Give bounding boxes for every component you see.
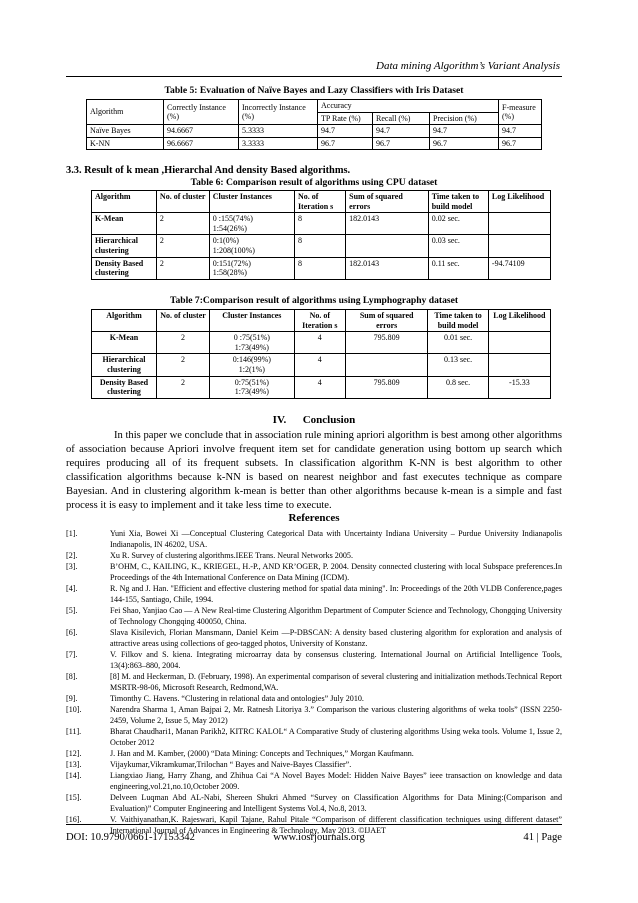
reference-number: [5]. xyxy=(66,606,78,615)
reference-item xyxy=(66,528,562,550)
table-cell: 8 xyxy=(294,213,345,235)
reference-item xyxy=(66,770,562,792)
table-cell: Density Based clustering xyxy=(92,376,157,398)
table7 xyxy=(91,309,551,399)
table-cell: 2 xyxy=(156,213,209,235)
reference-number: [11]. xyxy=(66,727,82,736)
table-cell: Hierarchical clustering xyxy=(92,354,157,376)
table-cell: 0 :155(74%) 1:54(26%) xyxy=(209,213,294,235)
table5-header-fmeasure: F-measure (%) xyxy=(499,100,542,125)
reference-text: Slava Kisilevich, Florian Mansmann, Daniel Keim —P-DBSCAN: A density based clustering algorithm for exploration and analysis of attractive areas using collections of geo-tagged photos, University of Konstanz. xyxy=(110,628,562,648)
table-cell xyxy=(488,354,550,376)
table-cell: 2 xyxy=(157,376,210,398)
table-header-cell: Sum of squared errors xyxy=(345,310,427,332)
reference-text: Yuni Xia, Bowei Xi —Conceptual Clustering Categorical Data with Uncertainty Indiana University – Purdue University Indianapolis Indianapolis, IN 46202, USA. xyxy=(110,529,562,549)
table-header-cell: No. of cluster xyxy=(156,191,209,213)
table-cell: 2 xyxy=(156,257,209,279)
reference-item xyxy=(66,704,562,726)
table-row xyxy=(92,257,551,279)
conclusion-paragraph: In this paper we conclude that in association rule mining apriori algorithm is best among other algorithms of association because Apriori involve frequent item set for candidate generation using bottom up search which requires producing all of its frequent subsets. In classification algorithm K-NN is best algorithm to other classification algorithms because k-NN is based on nearest neighbor and fast executes technique as compare Bayesian. And in clustering algorithm k-mean is better than other algorithms because k-mean is a simple and fast process it is easy to implement and it take less time to execute. xyxy=(66,430,562,511)
reference-text: [8] M. and Heckerman, D. (February, 1998). An experimental comparison of several clustering and initialization methods.Technical Report MSRTR-98-06, Microsoft Research, Redmond,WA. xyxy=(110,672,562,692)
table-row xyxy=(92,354,551,376)
table5-caption: Table 5: Evaluation of Naïve Bayes and Lazy Classifiers with Iris Dataset xyxy=(164,85,464,96)
table-cell: 94.7 xyxy=(430,125,499,138)
reference-item xyxy=(66,550,562,561)
table6-caption: Table 6: Comparison result of algorithms using CPU dataset xyxy=(190,177,438,188)
table-header-cell: Sum of squared errors xyxy=(346,191,429,213)
reference-item xyxy=(66,726,562,748)
table-cell: 96.6667 xyxy=(164,137,239,150)
table-cell: 94.7 xyxy=(499,125,542,138)
references-list xyxy=(66,528,562,836)
table-cell: 4 xyxy=(294,354,345,376)
table-row xyxy=(92,376,551,398)
reference-item xyxy=(66,693,562,704)
conclusion-heading: IV. Conclusion xyxy=(272,414,356,426)
running-header: Data mining Algorithm’s Variant Analysis xyxy=(376,60,560,72)
reference-number: [1]. xyxy=(66,529,78,538)
table-cell: 96.7 xyxy=(373,137,430,150)
footer-page: 41 | Page xyxy=(523,832,562,843)
table5 xyxy=(86,99,542,150)
table-cell xyxy=(488,213,550,235)
table-cell: 795.809 xyxy=(345,332,427,354)
table-cell: K-NN xyxy=(87,137,164,150)
reference-text: V. Filkov and S. kiena. Integrating microarray data by consensus clustering. International Journal on Artificial Intelligence Tools, 13(4):863–880, 2004. xyxy=(110,650,562,670)
table7-caption: Table 7:Comparison result of algorithms using Lymphography dataset xyxy=(169,295,459,306)
footer-doi: DOI: 10.9790/0661-17153342 xyxy=(66,832,195,843)
reference-item xyxy=(66,627,562,649)
table-cell: K-Mean xyxy=(92,332,157,354)
table-header-cell: Cluster Instances xyxy=(210,310,295,332)
reference-item xyxy=(66,605,562,627)
reference-item xyxy=(66,671,562,693)
section-heading: 3.3. Result of k mean ,Hierarchal And density Based algorithms. xyxy=(66,165,351,176)
table-cell: 2 xyxy=(156,235,209,257)
table-cell: 0:146(99%) 1:2(1%) xyxy=(210,354,295,376)
table-header-cell: Algorithm xyxy=(92,310,157,332)
table5-header-precision: Precision (%) xyxy=(430,112,499,125)
references-heading: References xyxy=(288,512,340,524)
table-cell: 0.02 sec. xyxy=(428,213,488,235)
table-cell: 96.7 xyxy=(318,137,373,150)
table-cell: 96.7 xyxy=(430,137,499,150)
reference-item xyxy=(66,583,562,605)
reference-text: B’OHM, C., KAILING, K., KRIEGEL, H.-P., AND KR’OGER, P. 2004. Density connected clustering with local Subspace preferences.In Proceedings of the 4th International Conference on Data Mining (ICDM). xyxy=(110,562,562,582)
table-cell: 94.7 xyxy=(373,125,430,138)
table-row xyxy=(87,125,542,138)
table-cell xyxy=(345,354,427,376)
footer-divider xyxy=(66,824,562,825)
table-cell: 8 xyxy=(294,257,345,279)
reference-text: Fei Shao, Yanjiao Cao — A New Real-time Clustering Algorithm Department of Computer Science and Technology, Chongqing University of Technology Chongqing 400050, China. xyxy=(110,606,562,626)
table-cell: 2 xyxy=(157,332,210,354)
table-cell: 3.3333 xyxy=(239,137,318,150)
table-row xyxy=(92,213,551,235)
reference-text: J. Han and M. Kamber, (2000) “Data Mining: Concepts and Techniques,” Morgan Kaufmann. xyxy=(110,749,414,758)
table-row xyxy=(92,332,551,354)
table5-header-tp: TP Rate (%) xyxy=(318,112,373,125)
table-cell: Naïve Bayes xyxy=(87,125,164,138)
reference-item xyxy=(66,748,562,759)
table-header-cell: Log Likelihood xyxy=(488,310,550,332)
reference-number: [16]. xyxy=(66,815,82,824)
footer-site: www.iosrjournals.org xyxy=(273,832,365,843)
reference-item xyxy=(66,792,562,814)
table-cell: 0:75(51%) 1:73(49%) xyxy=(210,376,295,398)
table-header-cell: Time taken to build model xyxy=(428,191,488,213)
table-header-row xyxy=(92,191,551,213)
table-cell: 795.809 xyxy=(345,376,427,398)
reference-number: [6]. xyxy=(66,628,78,637)
reference-number: [9]. xyxy=(66,694,78,703)
table-cell: 4 xyxy=(294,376,345,398)
reference-text: Vijaykumar,Vikramkumar,Trilochan “ Bayes and Naive-Bayes Classifier”. xyxy=(110,760,352,769)
table-cell: 0:151(72%) 1:58(28%) xyxy=(209,257,294,279)
reference-text: R. Ng and J. Han. "Efficient and effective clustering method for spatial data mining". In: Proceedings of the 20th VLDB Conference,pages 144-155, Santiago, Chile, 1994. xyxy=(110,584,562,604)
table-cell: -94.74109 xyxy=(488,257,550,279)
table6 xyxy=(91,190,551,280)
reference-number: [3]. xyxy=(66,562,78,571)
reference-text: Bharat Chaudhari1, Manan Parikh2, KITRC KALOL“ A Comparative Study of clustering algorithms Using weka tools. Volume 1, Issue 2, October 2012 xyxy=(110,727,562,747)
reference-number: [2]. xyxy=(66,551,78,560)
table-header-cell: Cluster Instances xyxy=(209,191,294,213)
reference-item xyxy=(66,759,562,770)
reference-number: [14]. xyxy=(66,771,82,780)
table-cell: 94.6667 xyxy=(164,125,239,138)
table-cell xyxy=(488,235,550,257)
table5-header-correct: Correctly Instance (%) xyxy=(164,100,239,125)
header-divider xyxy=(66,76,562,77)
reference-text: Xu R. Survey of clustering algorithms.IEEE Trans. Neural Networks 2005. xyxy=(110,551,354,560)
table5-header-accuracy: Accuracy xyxy=(318,100,499,113)
reference-number: [4]. xyxy=(66,584,78,593)
table-cell: 2 xyxy=(157,354,210,376)
table-header-cell: No. of Iteration s xyxy=(294,191,345,213)
reference-text: Liangxiao Jiang, Harry Zhang, and Zhihua Cai “A Novel Bayes Model: Hidden Naive Bayes” ieee transaction on knowledge and data engineering,vol.21,no.10,October 2009. xyxy=(110,771,562,791)
table-cell: -15.33 xyxy=(488,376,550,398)
table-cell: Density Based clustering xyxy=(92,257,157,279)
reference-text: Timonthy C. Havens. “Clustering in relational data and ontologies” July 2010. xyxy=(110,694,364,703)
table-cell xyxy=(346,235,429,257)
table-cell: 94.7 xyxy=(318,125,373,138)
table-cell: 0.11 sec. xyxy=(428,257,488,279)
table-header-row xyxy=(92,310,551,332)
reference-item xyxy=(66,649,562,671)
reference-text: V. Vaithiyanathan,K. Rajeswari, Kapil Tajane, Rahul Pitale “Comparison of different classification techniques using different dataset” International Journal of Advances in Engineering & Technology, May 2013. ©IJAET xyxy=(110,815,562,835)
table-header-cell: Time taken to build model xyxy=(428,310,488,332)
reference-number: [10]. xyxy=(66,705,82,714)
table5-header-recall: Recall (%) xyxy=(373,112,430,125)
table-cell: 0.13 sec. xyxy=(428,354,488,376)
table-cell: 0.03 sec. xyxy=(428,235,488,257)
table-cell: 96.7 xyxy=(499,137,542,150)
table-cell: K-Mean xyxy=(92,213,157,235)
reference-text: Narendra Sharma 1, Aman Bajpai 2, Mr. Ratnesh Litoriya 3.” Comparison the various clustering algorithms of weka tools” (ISSN 2250-2459, Volume 2, Issue 5, May 2012) xyxy=(110,705,562,725)
table-header-cell: No. of Iteration s xyxy=(294,310,345,332)
table-row xyxy=(92,235,551,257)
table-row xyxy=(87,137,542,150)
table-header-cell: Algorithm xyxy=(92,191,157,213)
table-cell xyxy=(488,332,550,354)
table5-header-incorrect: Incorrectly Instance (%) xyxy=(239,100,318,125)
table-cell: 182.0143 xyxy=(346,213,429,235)
table-header-cell: No. of cluster xyxy=(157,310,210,332)
reference-number: [15]. xyxy=(66,793,82,802)
table-cell: Hierarchical clustering xyxy=(92,235,157,257)
table-header-cell: Log Likelihood xyxy=(488,191,550,213)
table-cell: 0.01 sec. xyxy=(428,332,488,354)
table5-header-algorithm: Algorithm xyxy=(87,100,164,125)
reference-number: [8]. xyxy=(66,672,78,681)
table-cell: 8 xyxy=(294,235,345,257)
table-cell: 5.3333 xyxy=(239,125,318,138)
table-cell: 4 xyxy=(294,332,345,354)
reference-number: [7]. xyxy=(66,650,78,659)
reference-text: Delveen Luqman Abd AL-Nabi, Shereen Shukri Ahmed “Survey on Classification Algorithms for Data Mining:(Comparison and Evaluation)” Computer Engineering and Intelligent Systems Vol.4, No.8, 2013. xyxy=(110,793,562,813)
table-cell: 0.8 sec. xyxy=(428,376,488,398)
reference-number: [13]. xyxy=(66,760,82,769)
table-cell: 0:1(0%) 1:208(100%) xyxy=(209,235,294,257)
reference-number: [12]. xyxy=(66,749,82,758)
table-cell: 182.0143 xyxy=(346,257,429,279)
reference-item xyxy=(66,561,562,583)
table-cell: 0 :75(51%) 1:73(49%) xyxy=(210,332,295,354)
